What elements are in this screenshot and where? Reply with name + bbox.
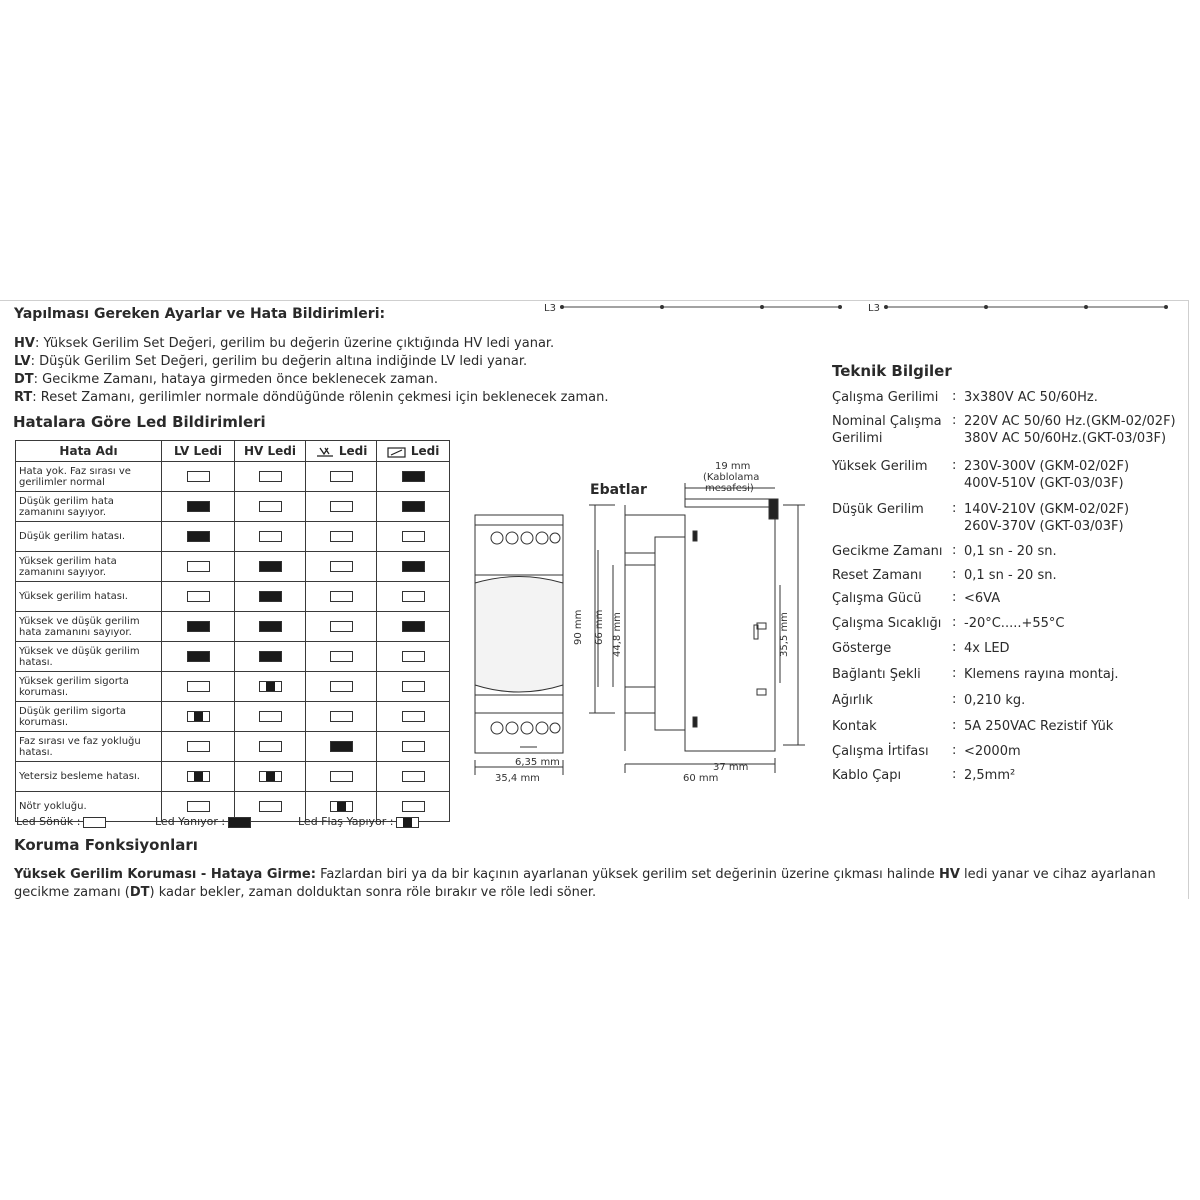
led-cell-lv — [162, 462, 235, 492]
tech-colon: : — [952, 666, 957, 681]
led-cell-relay — [377, 552, 450, 582]
led-cell-relay — [377, 762, 450, 792]
led-indicator-off — [259, 531, 282, 542]
led-indicator-off — [402, 801, 425, 812]
led-cell-phase — [306, 762, 377, 792]
dim-90mm: 90 mm — [573, 609, 584, 645]
led-cell-relay — [377, 642, 450, 672]
legend-flash: Led Flaş Yapıyor : — [298, 815, 419, 828]
error-name-cell: Yüksek gerilim hata zamanını sayıyor. — [16, 552, 162, 582]
tech-value-line: 380V AC 50/60Hz.(GKT-03/03F) — [964, 431, 1167, 446]
tech-value — [964, 718, 1113, 735]
legend-on-swatch — [228, 817, 251, 828]
dim-35mm: 35,5 mm — [779, 612, 790, 657]
tech-value — [964, 501, 1129, 535]
header-relay-led: Ledi — [377, 441, 450, 462]
led-cell-relay — [377, 462, 450, 492]
error-name-cell: Düşük gerilim hata zamanını sayıyor. — [16, 492, 162, 522]
led-cell-hv — [235, 702, 306, 732]
led-cell-lv — [162, 552, 235, 582]
led-indicator-off — [402, 711, 425, 722]
led-indicator-off — [187, 471, 210, 482]
header-lv: LV Ledi — [162, 441, 235, 462]
led-cell-phase — [306, 732, 377, 762]
tech-colon: : — [952, 389, 957, 404]
led-table-row — [16, 762, 450, 792]
led-cell-phase — [306, 462, 377, 492]
error-name-cell: Düşük gerilim hatası. — [16, 522, 162, 552]
dim-cable-note2: mesafesi) — [705, 483, 754, 494]
legend-off: Led Sönük : — [16, 815, 106, 828]
tech-colon: : — [952, 615, 957, 630]
dim-width-front: 35,4 mm — [495, 773, 540, 784]
legend-off-swatch — [83, 817, 106, 828]
dim-19mm: 19 mm — [715, 461, 751, 472]
led-indicator-off — [402, 741, 425, 752]
tech-colon: : — [952, 692, 957, 707]
relay-icon — [387, 446, 407, 458]
led-cell-lv — [162, 762, 235, 792]
dimension-drawing — [465, 455, 820, 790]
led-indicator-off — [259, 801, 282, 812]
protection-title: Koruma Fonksiyonları — [14, 836, 198, 854]
led-indicator-on — [259, 651, 282, 662]
tech-value — [964, 692, 1025, 709]
wiring-label-left: L3 — [544, 303, 556, 314]
tech-value-line: 230V-300V (GKM-02/02F) — [964, 459, 1130, 474]
dim-44mm: 44,8 mm — [612, 612, 623, 657]
led-indicator-off — [187, 561, 210, 572]
tech-value — [964, 666, 1119, 683]
tech-label: Gecikme Zamanı — [832, 544, 943, 559]
led-indicator-off — [330, 711, 353, 722]
phase-sequence-icon — [315, 446, 335, 458]
led-indicator-off — [402, 771, 425, 782]
tech-colon: : — [952, 413, 957, 428]
led-cell-phase — [306, 642, 377, 672]
dim-cable-note1: (Kablolama — [703, 472, 760, 483]
led-indicator-on — [402, 561, 425, 572]
led-cell-phase — [306, 702, 377, 732]
led-indicator-off — [187, 741, 210, 752]
tech-label: Gösterge — [832, 641, 892, 656]
led-indicator-off — [187, 801, 210, 812]
tech-colon: : — [952, 567, 957, 582]
tech-colon: : — [952, 590, 957, 605]
led-cell-lv — [162, 732, 235, 762]
error-name-cell: Nötr yokluğu. — [16, 792, 162, 822]
header-error-name: Hata Adı — [16, 441, 162, 462]
led-cell-hv — [235, 492, 306, 522]
tech-colon: : — [952, 640, 957, 655]
led-table-header — [16, 441, 450, 462]
led-indicator-flash — [187, 771, 210, 782]
led-indicator-off — [259, 471, 282, 482]
led-indicator-off — [402, 531, 425, 542]
led-indicator-off — [187, 591, 210, 602]
tech-value — [964, 615, 1064, 632]
protection-line-2: gecikme zamanı (DT) kadar bekler, zaman dolduktan sonra röle bırakır ve röle ledi söner. — [14, 885, 597, 900]
tech-label: Reset Zamanı — [832, 568, 922, 583]
led-cell-phase — [306, 522, 377, 552]
led-indicator-on — [187, 531, 210, 542]
led-indicator-off — [330, 681, 353, 692]
legend-on: Led Yanıyor : — [155, 815, 251, 828]
error-name-cell: Yüksek gerilim hatası. — [16, 582, 162, 612]
tech-value — [964, 590, 1000, 607]
led-indicator-on — [187, 621, 210, 632]
tech-label: Çalışma İrtifası — [832, 744, 929, 759]
dimensions-title: Ebatlar — [590, 482, 647, 498]
tech-value-line: 5A 250VAC Rezistif Yük — [964, 719, 1114, 734]
led-indicator-off — [259, 501, 282, 512]
tech-value-line: 220V AC 50/60 Hz.(GKM-02/02F) — [964, 414, 1176, 429]
led-cell-phase — [306, 492, 377, 522]
led-cell-phase — [306, 672, 377, 702]
wiring-label-right: L3 — [868, 303, 880, 314]
tech-title: Teknik Bilgiler — [832, 362, 952, 380]
tech-value-line: 3x380V AC 50/60Hz. — [964, 390, 1098, 405]
led-cell-hv — [235, 462, 306, 492]
tech-label: Düşük Gerilim — [832, 502, 924, 517]
tech-label: Yüksek Gerilim — [832, 459, 928, 474]
led-indicator-off — [330, 651, 353, 662]
tech-value — [964, 458, 1129, 492]
tech-label: Çalışma Gerilimi — [832, 390, 939, 405]
led-cell-lv — [162, 672, 235, 702]
dim-pitch: 6,35 mm — [515, 757, 560, 768]
led-cell-relay — [377, 612, 450, 642]
led-table-row — [16, 702, 450, 732]
front-window — [475, 577, 563, 693]
tech-value-line: <2000m — [964, 744, 1021, 759]
led-cell-relay — [377, 672, 450, 702]
led-indicator-on — [259, 621, 282, 632]
tech-value — [964, 743, 1021, 760]
led-indicator-off — [402, 651, 425, 662]
tech-value-line: 140V-210V (GKM-02/02F) — [964, 502, 1130, 517]
led-cell-lv — [162, 522, 235, 552]
tech-value-line: 0,210 kg. — [964, 693, 1026, 708]
setting-line-rt: RT: Reset Zamanı, gerilimler normale döndüğünde rölenin çekmesi için beklenecek zaman. — [14, 390, 609, 405]
led-indicator-flash — [259, 681, 282, 692]
tech-value-line: -20°C.....+55°C — [964, 616, 1065, 631]
error-name-cell: Yüksek ve düşük gerilim hatası. — [16, 642, 162, 672]
tech-label: Çalışma Sıcaklığı — [832, 616, 942, 631]
led-table-row — [16, 642, 450, 672]
tech-label: Kontak — [832, 719, 877, 734]
led-cell-lv — [162, 582, 235, 612]
led-indicator-off — [402, 591, 425, 602]
led-indicator-flash — [259, 771, 282, 782]
tech-colon: : — [952, 718, 957, 733]
led-indicator-on — [402, 501, 425, 512]
tech-label: Kablo Çapı — [832, 768, 902, 783]
tech-value — [964, 543, 1057, 560]
led-indicator-off — [330, 501, 353, 512]
tech-value-line: 0,1 sn - 20 sn. — [964, 568, 1057, 583]
header-phase-led: Ledi — [306, 441, 377, 462]
tech-value-line: <6VA — [964, 591, 1001, 606]
tech-value-line: 0,1 sn - 20 sn. — [964, 544, 1057, 559]
tech-label: Bağlantı Şekli — [832, 667, 921, 682]
led-cell-relay — [377, 492, 450, 522]
tech-value-line: 2,5mm² — [964, 768, 1016, 783]
dim-60mm: 60 mm — [683, 773, 719, 784]
led-table-row — [16, 522, 450, 552]
error-name-cell: Yetersiz besleme hatası. — [16, 762, 162, 792]
led-table — [15, 440, 450, 822]
led-table-row — [16, 672, 450, 702]
led-cell-phase — [306, 612, 377, 642]
tech-label: Çalışma Gücü — [832, 591, 922, 606]
led-cell-phase — [306, 582, 377, 612]
led-indicator-off — [402, 681, 425, 692]
dim-37mm: 37 mm — [713, 762, 749, 773]
led-indicator-on — [402, 621, 425, 632]
led-table-row — [16, 612, 450, 642]
led-table-row — [16, 732, 450, 762]
led-cell-relay — [377, 522, 450, 552]
led-indicator-off — [330, 621, 353, 632]
tech-value — [964, 413, 1176, 447]
led-cell-hv — [235, 642, 306, 672]
setting-line-hv: HV: Yüksek Gerilim Set Değeri, gerilim bu değerin üzerine çıktığında HV ledi yanar. — [14, 336, 555, 351]
led-indicator-off — [187, 681, 210, 692]
led-cell-hv — [235, 762, 306, 792]
led-cell-relay — [377, 702, 450, 732]
tech-value-line: 400V-510V (GKT-03/03F) — [964, 476, 1124, 491]
led-cell-lv — [162, 702, 235, 732]
led-cell-relay — [377, 582, 450, 612]
error-name-cell: Düşük gerilim sigorta koruması. — [16, 702, 162, 732]
protection-paragraph — [14, 866, 1156, 902]
tech-value — [964, 767, 1015, 784]
led-indicator-off — [330, 771, 353, 782]
led-indicator-on — [402, 471, 425, 482]
tech-value — [964, 389, 1098, 406]
led-cell-hv — [235, 522, 306, 552]
tech-value — [964, 567, 1057, 584]
error-name-cell: Hata yok. Faz sırası ve gerilimler normal — [16, 462, 162, 492]
led-indicator-on — [187, 651, 210, 662]
settings-title: Yapılması Gereken Ayarlar ve Hata Bildirimleri: — [14, 306, 386, 322]
error-name-cell: Yüksek ve düşük gerilim hata zamanını sayıyor. — [16, 612, 162, 642]
settings-list — [14, 335, 608, 407]
led-indicator-flash — [187, 711, 210, 722]
error-name-cell: Yüksek gerilim sigorta koruması. — [16, 672, 162, 702]
tech-label: Nominal Çalışma Gerilimi — [832, 414, 942, 446]
led-cell-hv — [235, 672, 306, 702]
error-name-cell: Faz sırası ve faz yokluğu hatası. — [16, 732, 162, 762]
led-indicator-off — [330, 561, 353, 572]
led-indicator-on — [187, 501, 210, 512]
protection-line-1: Yüksek Gerilim Koruması - Hataya Girme: Fazlardan biri ya da bir kaçının ayarlanan yüksek gerilim set değerinin üzerine çıkması halinde HV ledi yanar ve cihaz ayarlanan — [14, 867, 1156, 882]
led-cell-hv — [235, 732, 306, 762]
led-indicator-off — [259, 741, 282, 752]
tech-colon: : — [952, 543, 957, 558]
setting-line-lv: LV: Düşük Gerilim Set Değeri, gerilim bu değerin altına indiğinde LV ledi yanar. — [14, 354, 528, 369]
led-table-row — [16, 462, 450, 492]
led-cell-hv — [235, 552, 306, 582]
header-hv: HV Ledi — [235, 441, 306, 462]
led-indicator-on — [259, 591, 282, 602]
setting-line-dt: DT: Gecikme Zamanı, hataya girmeden önce beklenecek zaman. — [14, 372, 438, 387]
led-indicator-on — [259, 561, 282, 572]
led-cell-hv — [235, 612, 306, 642]
legend-flash-swatch — [396, 817, 419, 828]
tech-colon: : — [952, 458, 957, 473]
led-table-row — [16, 582, 450, 612]
wiring-lines — [540, 298, 1190, 318]
led-cell-lv — [162, 612, 235, 642]
led-cell-relay — [377, 732, 450, 762]
led-indicator-off — [330, 591, 353, 602]
tech-colon: : — [952, 501, 957, 516]
led-table-row — [16, 492, 450, 522]
led-indicator-flash — [330, 801, 353, 812]
tech-value-line: 4x LED — [964, 641, 1010, 656]
led-section-title: Hatalara Göre Led Bildirimleri — [13, 413, 266, 431]
dim-66mm: 66 mm — [594, 609, 605, 645]
tech-label: Ağırlık — [832, 693, 873, 708]
led-table-row — [16, 552, 450, 582]
tech-value-line: Klemens rayına montaj. — [964, 667, 1119, 682]
tech-colon: : — [952, 743, 957, 758]
led-cell-hv — [235, 582, 306, 612]
led-indicator-off — [330, 471, 353, 482]
led-indicator-on — [330, 741, 353, 752]
led-cell-lv — [162, 642, 235, 672]
tech-value-line: 260V-370V (GKT-03/03F) — [964, 519, 1124, 534]
led-cell-phase — [306, 552, 377, 582]
tech-value — [964, 640, 1010, 657]
led-cell-lv — [162, 492, 235, 522]
led-indicator-off — [259, 711, 282, 722]
tech-colon: : — [952, 767, 957, 782]
led-indicator-off — [330, 531, 353, 542]
